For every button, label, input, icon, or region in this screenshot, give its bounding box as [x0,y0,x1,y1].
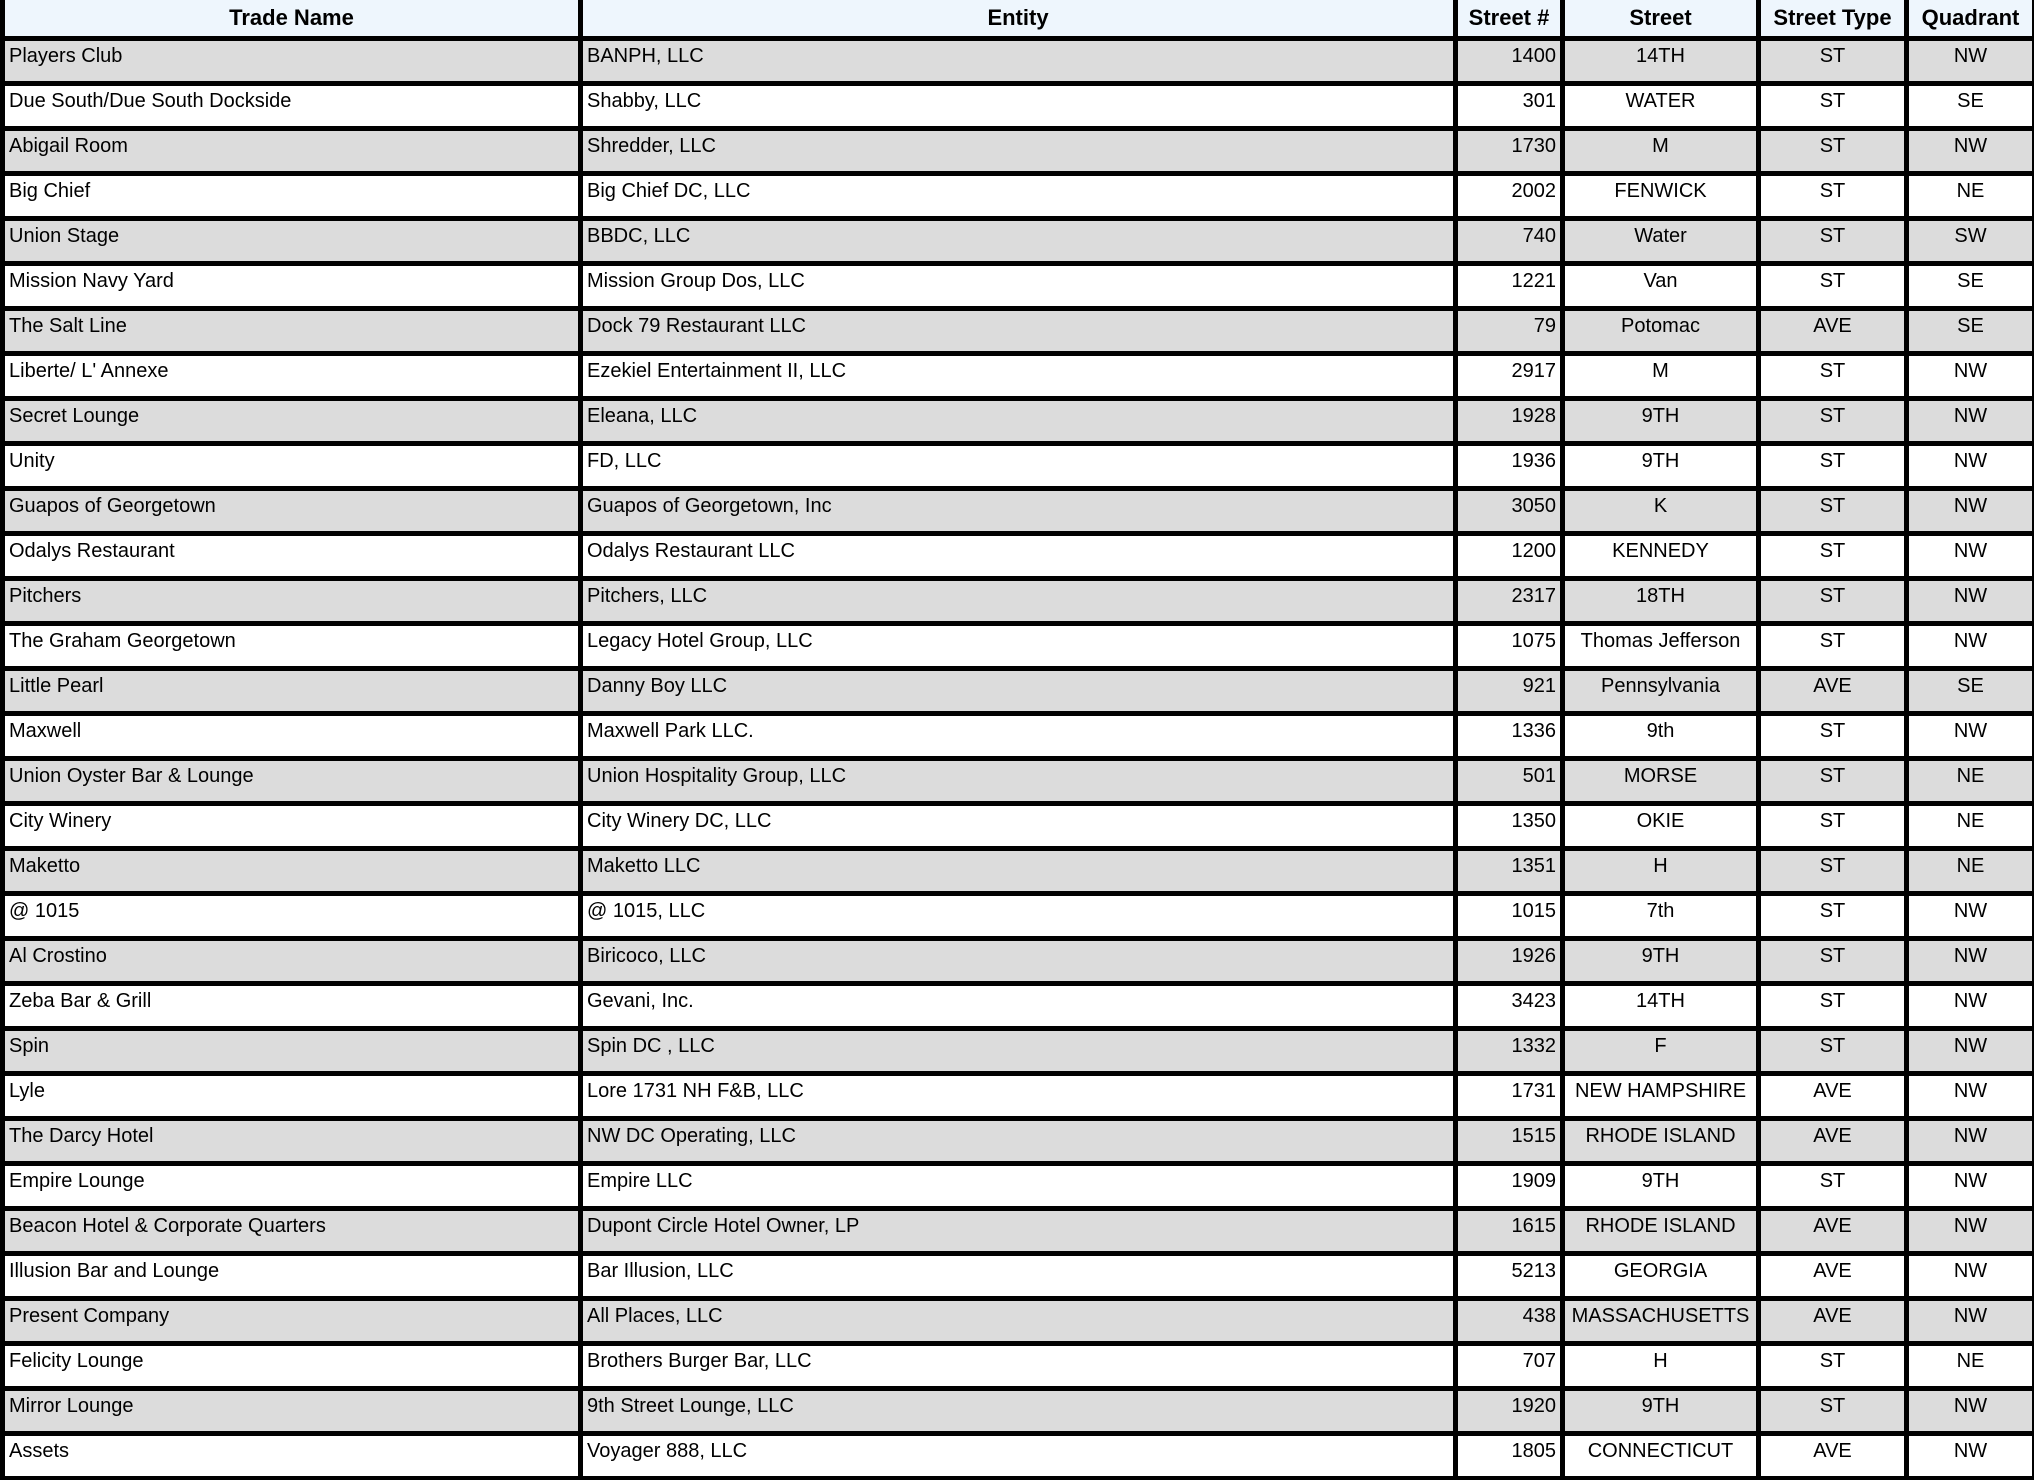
table-row [3,1299,2034,1344]
cell-quadrant[interactable]: NW [1907,939,2034,984]
cell-street[interactable]: CONNECTICUT [1563,1434,1759,1479]
cell-trade-name[interactable]: Maketto [3,849,581,894]
cell-street-type[interactable]: ST [1759,489,1907,534]
cell-quadrant[interactable]: NW [1907,129,2034,174]
cell-street[interactable]: 9TH [1563,939,1759,984]
cell-entity[interactable]: Legacy Hotel Group, LLC [581,624,1456,669]
cell-trade-name[interactable]: Assets [3,1434,581,1479]
cell-street[interactable]: H [1563,1344,1759,1389]
cell-street-type[interactable]: ST [1759,894,1907,939]
cell-street-type[interactable]: AVE [1759,1074,1907,1119]
cell-street-type[interactable]: ST [1759,714,1907,759]
cell-street-type[interactable]: ST [1759,1389,1907,1434]
cell-street-type[interactable]: ST [1759,849,1907,894]
table-row [3,84,2034,129]
cell-quadrant[interactable]: NW [1907,354,2034,399]
cell-street-type[interactable]: ST [1759,444,1907,489]
table-row [3,624,2034,669]
cell-street-number[interactable]: 1515 [1456,1119,1563,1164]
cell-entity[interactable]: All Places, LLC [581,1299,1456,1344]
cell-quadrant[interactable]: NW [1907,1029,2034,1074]
cell-street-number[interactable]: 1200 [1456,534,1563,579]
cell-quadrant[interactable]: NW [1907,39,2034,84]
cell-trade-name[interactable]: Union Oyster Bar & Lounge [3,759,581,804]
cell-street[interactable]: F [1563,1029,1759,1074]
table-row [3,1119,2034,1164]
cell-street[interactable]: MASSACHUSETTS [1563,1299,1759,1344]
cell-street-type[interactable]: ST [1759,984,1907,1029]
cell-street-type[interactable]: ST [1759,579,1907,624]
cell-quadrant[interactable]: NE [1907,804,2034,849]
cell-street[interactable]: 7th [1563,894,1759,939]
table-row [3,489,2034,534]
cell-street-type[interactable]: ST [1759,354,1907,399]
cell-street-number[interactable]: 79 [1456,309,1563,354]
table-row [3,1344,2034,1389]
cell-street-type[interactable]: ST [1759,1029,1907,1074]
cell-entity[interactable]: Eleana, LLC [581,399,1456,444]
cell-quadrant[interactable]: NE [1907,1344,2034,1389]
column-header-street[interactable]: Street [1563,0,1759,39]
cell-street-type[interactable]: AVE [1759,309,1907,354]
cell-trade-name[interactable]: Odalys Restaurant [3,534,581,579]
cell-street[interactable]: Water [1563,219,1759,264]
cell-quadrant[interactable]: NW [1907,1119,2034,1164]
cell-street[interactable]: H [1563,849,1759,894]
cell-entity[interactable]: Brothers Burger Bar, LLC [581,1344,1456,1389]
cell-street-type[interactable]: ST [1759,759,1907,804]
cell-street-number[interactable]: 1730 [1456,129,1563,174]
table-row [3,174,2034,219]
cell-street[interactable]: OKIE [1563,804,1759,849]
cell-trade-name[interactable]: Guapos of Georgetown [3,489,581,534]
cell-trade-name[interactable]: Liberte/ L' Annexe [3,354,581,399]
cell-quadrant[interactable]: SE [1907,84,2034,129]
cell-entity[interactable]: Dock 79 Restaurant LLC [581,309,1456,354]
cell-street-type[interactable]: ST [1759,1344,1907,1389]
cell-street[interactable]: 9TH [1563,1164,1759,1209]
cell-street-number[interactable]: 1351 [1456,849,1563,894]
cell-street-number[interactable]: 1731 [1456,1074,1563,1119]
cell-entity[interactable]: BANPH, LLC [581,39,1456,84]
cell-street-type[interactable]: ST [1759,264,1907,309]
cell-trade-name[interactable]: Big Chief [3,174,581,219]
cell-street-type[interactable]: ST [1759,399,1907,444]
cell-quadrant[interactable]: NW [1907,489,2034,534]
cell-trade-name[interactable]: Spin [3,1029,581,1074]
cell-street-number[interactable]: 301 [1456,84,1563,129]
cell-street-number[interactable]: 1221 [1456,264,1563,309]
table-row [3,984,2034,1029]
cell-entity[interactable]: Danny Boy LLC [581,669,1456,714]
cell-trade-name[interactable]: Maxwell [3,714,581,759]
cell-trade-name[interactable]: Abigail Room [3,129,581,174]
cell-street-number[interactable]: 1350 [1456,804,1563,849]
cell-entity[interactable]: Guapos of Georgetown, Inc [581,489,1456,534]
cell-trade-name[interactable]: Pitchers [3,579,581,624]
cell-street-type[interactable]: AVE [1759,669,1907,714]
cell-street-number[interactable]: 1336 [1456,714,1563,759]
cell-quadrant[interactable]: NW [1907,1299,2034,1344]
cell-trade-name[interactable]: Lyle [3,1074,581,1119]
cell-trade-name[interactable]: The Graham Georgetown [3,624,581,669]
cell-entity[interactable]: Big Chief DC, LLC [581,174,1456,219]
cell-street-number[interactable]: 501 [1456,759,1563,804]
cell-street-number[interactable]: 1615 [1456,1209,1563,1254]
cell-entity[interactable]: Shredder, LLC [581,129,1456,174]
cell-quadrant[interactable]: NE [1907,849,2034,894]
table-row [3,264,2034,309]
column-header-quadrant[interactable]: Quadrant [1907,0,2034,39]
cell-quadrant[interactable]: NE [1907,759,2034,804]
cell-quadrant[interactable]: NW [1907,1164,2034,1209]
cell-quadrant[interactable]: NW [1907,894,2034,939]
cell-quadrant[interactable]: SW [1907,219,2034,264]
cell-street-type[interactable]: ST [1759,129,1907,174]
cell-street-number[interactable]: 740 [1456,219,1563,264]
cell-trade-name[interactable]: @ 1015 [3,894,581,939]
cell-trade-name[interactable]: Beacon Hotel & Corporate Quarters [3,1209,581,1254]
cell-street-number[interactable]: 2917 [1456,354,1563,399]
cell-street-number[interactable]: 1926 [1456,939,1563,984]
cell-entity[interactable]: Pitchers, LLC [581,579,1456,624]
cell-street-type[interactable]: ST [1759,534,1907,579]
table-row [3,309,2034,354]
cell-entity[interactable]: City Winery DC, LLC [581,804,1456,849]
cell-entity[interactable]: Dupont Circle Hotel Owner, LP [581,1209,1456,1254]
cell-street-type[interactable]: AVE [1759,1434,1907,1479]
cell-entity[interactable]: 9th Street Lounge, LLC [581,1389,1456,1434]
header-row [3,0,2034,39]
cell-quadrant[interactable]: NW [1907,1074,2034,1119]
cell-entity[interactable]: NW DC Operating, LLC [581,1119,1456,1164]
cell-trade-name[interactable]: Present Company [3,1299,581,1344]
cell-street[interactable]: NEW HAMPSHIRE [1563,1074,1759,1119]
cell-street[interactable]: Van [1563,264,1759,309]
cell-entity[interactable]: Mission Group Dos, LLC [581,264,1456,309]
table-row [3,939,2034,984]
table-row [3,534,2034,579]
cell-street-number[interactable]: 2317 [1456,579,1563,624]
table-row [3,1074,2034,1119]
cell-entity[interactable]: Odalys Restaurant LLC [581,534,1456,579]
cell-street[interactable]: 18TH [1563,579,1759,624]
cell-trade-name[interactable]: Empire Lounge [3,1164,581,1209]
cell-entity[interactable]: @ 1015, LLC [581,894,1456,939]
cell-quadrant[interactable]: NW [1907,984,2034,1029]
cell-street-number[interactable]: 5213 [1456,1254,1563,1299]
cell-street[interactable]: Thomas Jefferson [1563,624,1759,669]
cell-trade-name[interactable]: Mirror Lounge [3,1389,581,1434]
cell-street[interactable]: GEORGIA [1563,1254,1759,1299]
cell-trade-name[interactable]: Unity [3,444,581,489]
cell-street[interactable]: 9th [1563,714,1759,759]
cell-street[interactable]: M [1563,129,1759,174]
cell-entity[interactable]: Biricoco, LLC [581,939,1456,984]
cell-street-number[interactable]: 3050 [1456,489,1563,534]
cell-street-type[interactable]: ST [1759,939,1907,984]
cell-street-number[interactable]: 1400 [1456,39,1563,84]
cell-entity[interactable]: BBDC, LLC [581,219,1456,264]
cell-street[interactable]: KENNEDY [1563,534,1759,579]
table-body [3,39,2034,1479]
cell-street-number[interactable]: 921 [1456,669,1563,714]
cell-trade-name[interactable]: City Winery [3,804,581,849]
cell-entity[interactable]: Voyager 888, LLC [581,1434,1456,1479]
cell-entity[interactable]: Shabby, LLC [581,84,1456,129]
cell-street-type[interactable]: ST [1759,624,1907,669]
cell-street-type[interactable]: ST [1759,84,1907,129]
cell-street-number[interactable]: 1920 [1456,1389,1563,1434]
cell-entity[interactable]: Spin DC , LLC [581,1029,1456,1074]
column-header-entity[interactable]: Entity [581,0,1456,39]
cell-entity[interactable]: Bar Illusion, LLC [581,1254,1456,1299]
cell-street-type[interactable]: ST [1759,804,1907,849]
table-row [3,849,2034,894]
cell-street-number[interactable]: 1015 [1456,894,1563,939]
cell-trade-name[interactable]: Due South/Due South Dockside [3,84,581,129]
table-row [3,219,2034,264]
cell-street-number[interactable]: 1936 [1456,444,1563,489]
cell-street-type[interactable]: ST [1759,219,1907,264]
table-row [3,579,2034,624]
column-header-street-number[interactable]: Street # [1456,0,1563,39]
table-row [3,1254,2034,1299]
cell-street-number[interactable]: 438 [1456,1299,1563,1344]
cell-trade-name[interactable]: Illusion Bar and Lounge [3,1254,581,1299]
table-row [3,129,2034,174]
table-row [3,714,2034,759]
cell-entity[interactable]: Maketto LLC [581,849,1456,894]
cell-quadrant[interactable]: NW [1907,714,2034,759]
cell-quadrant[interactable]: NW [1907,1254,2034,1299]
table-row [3,1209,2034,1254]
cell-trade-name[interactable]: Players Club [3,39,581,84]
cell-quadrant[interactable]: NW [1907,399,2034,444]
cell-quadrant[interactable]: SE [1907,264,2034,309]
cell-entity[interactable]: Ezekiel Entertainment II, LLC [581,354,1456,399]
cell-entity[interactable]: Empire LLC [581,1164,1456,1209]
cell-quadrant[interactable]: NW [1907,624,2034,669]
cell-street-number[interactable]: 3423 [1456,984,1563,1029]
cell-quadrant[interactable]: NW [1907,534,2034,579]
table-row [3,399,2034,444]
cell-street[interactable]: 14TH [1563,39,1759,84]
cell-quadrant[interactable]: NW [1907,579,2034,624]
cell-entity[interactable]: Lore 1731 NH F&B, LLC [581,1074,1456,1119]
cell-quadrant[interactable]: NW [1907,1389,2034,1434]
cell-quadrant[interactable]: NW [1907,1434,2034,1479]
cell-entity[interactable]: Maxwell Park LLC. [581,714,1456,759]
cell-street[interactable]: RHODE ISLAND [1563,1209,1759,1254]
cell-street-type[interactable]: AVE [1759,1254,1907,1299]
cell-street[interactable]: K [1563,489,1759,534]
cell-street-number[interactable]: 707 [1456,1344,1563,1389]
cell-quadrant[interactable]: NW [1907,444,2034,489]
cell-trade-name[interactable]: Little Pearl [3,669,581,714]
cell-street-type[interactable]: AVE [1759,1209,1907,1254]
cell-trade-name[interactable]: Union Stage [3,219,581,264]
cell-street-type[interactable]: ST [1759,39,1907,84]
cell-street[interactable]: 9TH [1563,399,1759,444]
cell-street-number[interactable]: 1928 [1456,399,1563,444]
table-row [3,444,2034,489]
cell-trade-name[interactable]: Secret Lounge [3,399,581,444]
cell-entity[interactable]: FD, LLC [581,444,1456,489]
cell-street-type[interactable]: AVE [1759,1119,1907,1164]
cell-entity[interactable]: Union Hospitality Group, LLC [581,759,1456,804]
cell-quadrant[interactable]: SE [1907,669,2034,714]
cell-street-number[interactable]: 1332 [1456,1029,1563,1074]
cell-street-number[interactable]: 1075 [1456,624,1563,669]
table-row [3,804,2034,849]
column-header-street-type[interactable]: Street Type [1759,0,1907,39]
cell-street-number[interactable]: 1805 [1456,1434,1563,1479]
cell-quadrant[interactable]: SE [1907,309,2034,354]
cell-street[interactable]: 9TH [1563,1389,1759,1434]
cell-trade-name[interactable]: Zeba Bar & Grill [3,984,581,1029]
cell-street[interactable]: M [1563,354,1759,399]
cell-street-type[interactable]: ST [1759,174,1907,219]
cell-street[interactable]: WATER [1563,84,1759,129]
table-row [3,759,2034,804]
table-row [3,1389,2034,1434]
table-row [3,1164,2034,1209]
cell-street[interactable]: Pennsylvania [1563,669,1759,714]
cell-quadrant[interactable]: NW [1907,1209,2034,1254]
cell-trade-name[interactable]: The Darcy Hotel [3,1119,581,1164]
cell-street-number[interactable]: 1909 [1456,1164,1563,1209]
cell-street[interactable]: FENWICK [1563,174,1759,219]
table-row [3,894,2034,939]
cell-street[interactable]: Potomac [1563,309,1759,354]
cell-street[interactable]: RHODE ISLAND [1563,1119,1759,1164]
cell-quadrant[interactable]: NE [1907,174,2034,219]
cell-trade-name[interactable]: Felicity Lounge [3,1344,581,1389]
cell-street-type[interactable]: AVE [1759,1299,1907,1344]
cell-street-type[interactable]: ST [1759,1164,1907,1209]
cell-trade-name[interactable]: Mission Navy Yard [3,264,581,309]
table-row [3,669,2034,714]
table-row [3,354,2034,399]
cell-street-number[interactable]: 2002 [1456,174,1563,219]
cell-entity[interactable]: Gevani, Inc. [581,984,1456,1029]
column-header-trade-name[interactable]: Trade Name [3,0,581,39]
cell-street[interactable]: 14TH [1563,984,1759,1029]
table-row [3,1434,2034,1479]
table-row [3,39,2034,84]
cell-street[interactable]: 9TH [1563,444,1759,489]
cell-trade-name[interactable]: The Salt Line [3,309,581,354]
table-row [3,1029,2034,1074]
cell-street[interactable]: MORSE [1563,759,1759,804]
cell-trade-name[interactable]: Al Crostino [3,939,581,984]
